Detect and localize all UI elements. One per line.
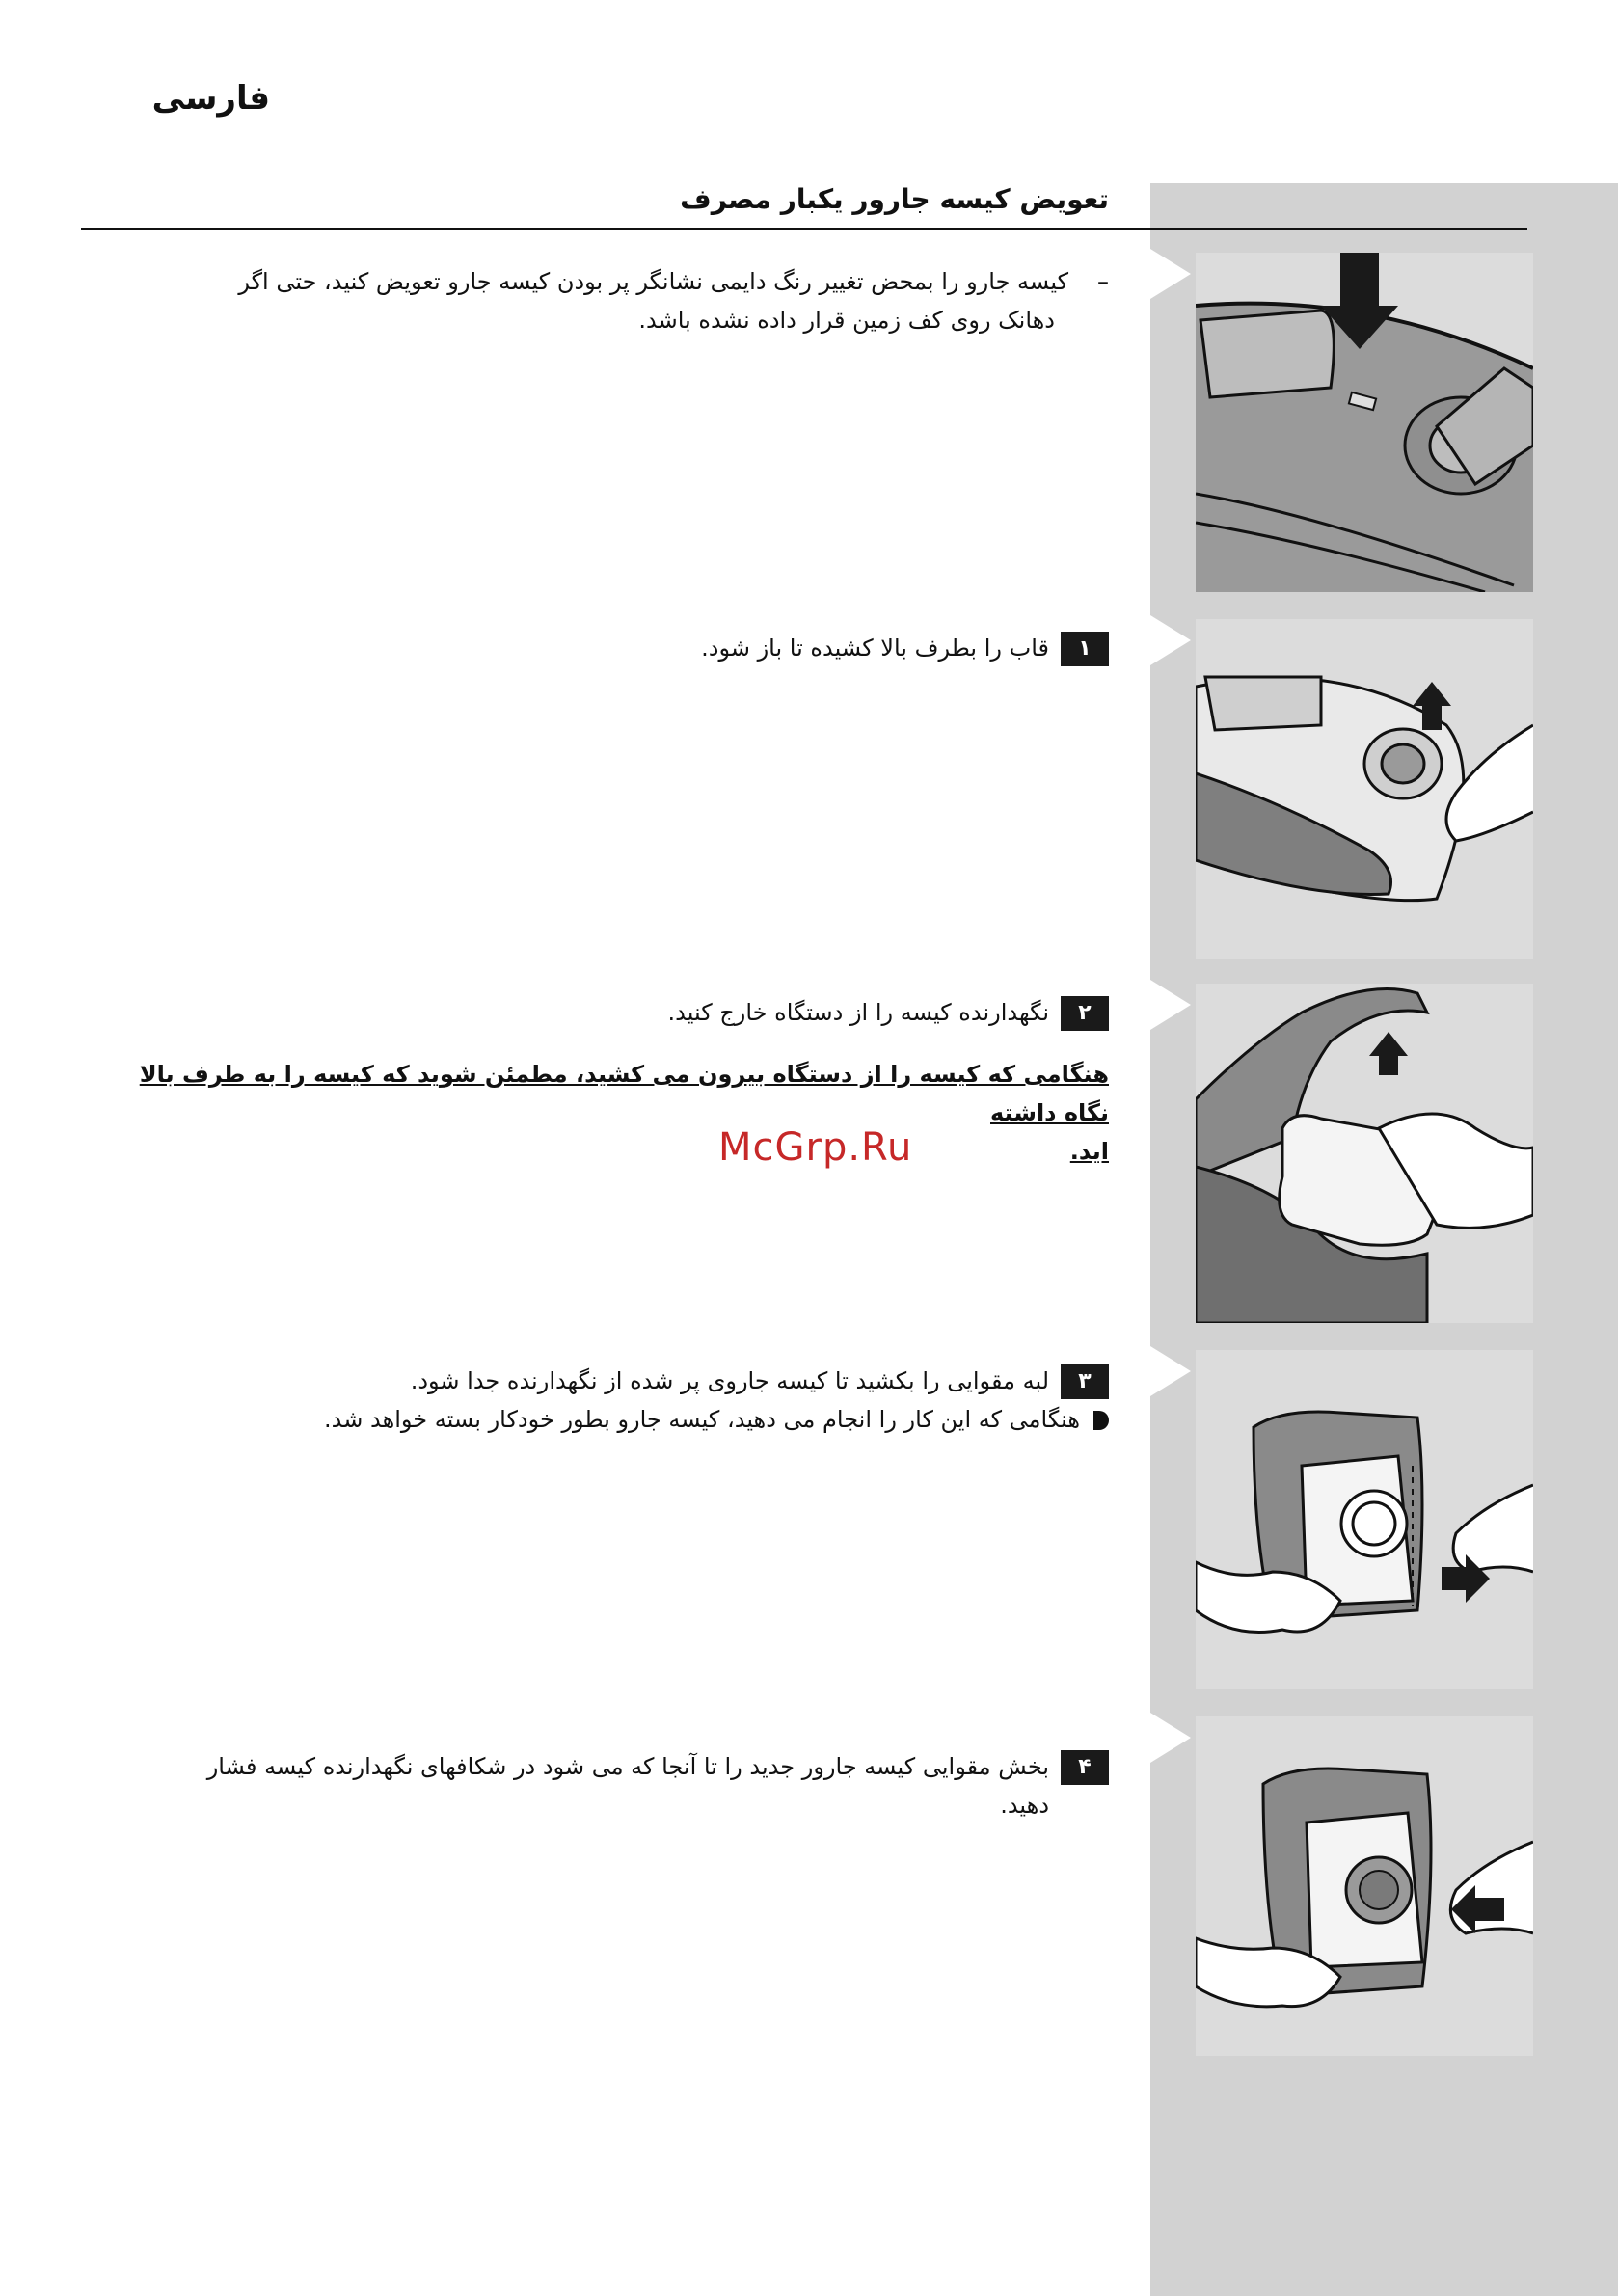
step-4-text-line-1: بخش مقوایی کیسه جارور جدید را تا آنجا که می شود در شکافهای نگهدارنده کیسه فشار — [206, 1753, 1049, 1780]
illustration-open-cover — [1196, 619, 1533, 959]
step-2-note-line-2: اید. — [1069, 1138, 1109, 1165]
illustration-pull-cardboard — [1196, 1350, 1533, 1689]
step-3-bullet-text: هنگامی که این کار را انجام می دهید، کیسه جارو بطور خودکار بسته خواهد شد. — [324, 1406, 1080, 1433]
step-number-3: ٣ — [1061, 1364, 1109, 1399]
step-1 — [289, 629, 1109, 667]
language-title: فارسی — [151, 79, 270, 118]
title-rule — [81, 228, 1527, 230]
pointer-arrow — [1150, 1713, 1191, 1763]
watermark: McGrp.Ru — [718, 1125, 913, 1170]
half-circle-icon — [1093, 1411, 1109, 1430]
pointer-arrow — [1150, 249, 1191, 299]
step-2-note-line-1: هنگامی که کیسه را از دستگاه بیرون می کشید، مطمئن شوید که کیسه را به طرف بالا نگاه داشته — [139, 1061, 1109, 1126]
step-4 — [106, 1747, 1109, 1824]
step-number-1: ١ — [1061, 632, 1109, 666]
section-title: تعویض کیسه جارور یکبار مصرف — [680, 183, 1109, 215]
step-3-bullet — [145, 1400, 1109, 1439]
pointer-arrow — [1150, 1346, 1191, 1396]
step-number-4: ۴ — [1061, 1750, 1109, 1785]
pointer-arrow — [1150, 980, 1191, 1030]
step-1-text: قاب را بطرف بالا کشیده تا باز شود. — [701, 635, 1049, 662]
step-4-text-line-2: دهید. — [1000, 1792, 1049, 1819]
pointer-arrow — [1150, 615, 1191, 665]
intro-text — [106, 262, 1109, 339]
step-3 — [289, 1362, 1109, 1400]
illustration-remove-holder — [1196, 984, 1533, 1323]
step-3-text: لبه مقوایی را بکشید تا کیسه جاروی پر شده از نگهدارنده جدا شود. — [410, 1367, 1049, 1394]
intro-line-1: کیسه جارو را بمحض تغییر رنگ دایمی نشانگر پر بودن کیسه جارو تعویض کنید، حتی اگر — [238, 268, 1068, 295]
step-2 — [289, 993, 1109, 1032]
dash-marker: – — [1097, 268, 1109, 295]
illustration-bag-full-indicator — [1196, 253, 1533, 592]
step-2-text: نگهدارنده کیسه را از دستگاه خارج کنید. — [667, 999, 1049, 1026]
step-number-2: ٢ — [1061, 996, 1109, 1031]
illustration-insert-new-bag — [1196, 1716, 1533, 2056]
step-2-note — [93, 1055, 1109, 1171]
intro-line-2: دهانک روی کف زمین قرار داده نشده باشد. — [638, 307, 1055, 334]
